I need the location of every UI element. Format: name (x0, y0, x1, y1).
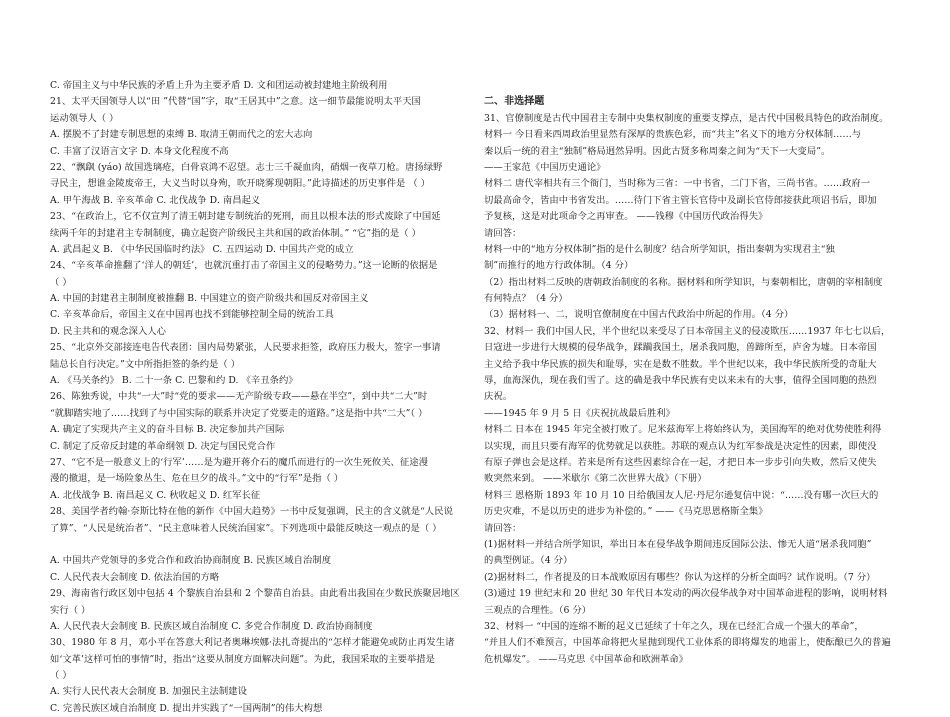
text-line: “就脚踏实地了……找到了与中国实际的联系并决定了党要走的道路。”这是指中共“二大”（ ） (50, 407, 428, 419)
text-line: 24、“辛亥革命推翻了‘洋人的朝廷’，也就沉重打击了帝国主义的侵略势力。”这一论断的依据是 (50, 260, 438, 272)
text-line: A. 中国共产党领导的多党合作和政治协商制度 B. 民族区域自治制度 (50, 555, 332, 567)
text-line: 庆祝。 (484, 391, 513, 403)
text-line: 如‘文革’这样可怕的事情”时，指出“这要从制度方面解决问题”。为此，我国采取的主要举措是 (50, 653, 435, 665)
text-line: 32、材料一 “中国的连绵不断的起义已延续了十年之久，现在已经汇合成一个强大的革命”， (484, 620, 864, 632)
text-line: 31、官僚制度是古代中国君主专制中央集权制度的重要支撑点，是古代中国极具特色的政治制度。 (484, 112, 889, 124)
text-line: “并且人们不难预言，中国革命将把火星抛到现代工业体系的即将爆发的地雷上，使酝酿已久的普遍 (484, 637, 891, 649)
text-line: 29、海南省行政区划中包括 4 个黎族自治县和 2 个黎苗自治县。由此看出我国在少数民族聚居地区 (50, 588, 460, 600)
text-line: 27、“它不是一般意义上的‘行军’……是为避开蒋介石的魔爪而进行的一次生死攸关、征途漫 (50, 456, 428, 468)
text-line: 请回答： (484, 522, 522, 534)
text-line: 30、1980 年 8 月，邓小平在答意大利记者奥琳埃娜·法扎奇提出的“怎样才能避免或防止再发生诸 (50, 637, 455, 649)
text-line: 陆总长自行决定。”文中所指拒签的条约是（ ） (50, 358, 241, 370)
text-line: 有何特点？（4 分） (484, 293, 568, 305)
text-line: A. 摆脱不了封建专制思想的束缚 B. 取清王朝而代之的宏大志向 (50, 129, 313, 141)
section-heading: 二、非选择题 (484, 96, 545, 108)
text-line (484, 78, 908, 94)
text-line: 实行（ ） (50, 604, 91, 616)
text-line: A. 实行人民代表大会制度 B. 加强民主法制建设 (50, 686, 247, 698)
text-line: 以实现，而且只要有海军的优势就足以获胜。苏联的观点认为红军参战是决定性的因素，即使没 (484, 440, 877, 452)
text-line: A. 中国的封建君主制制度被推翻 B. 中国建立的资产阶级共和国反对帝国主义 (50, 293, 369, 305)
text-line (50, 537, 464, 553)
text-line: 32、材料一 我们中国人民，半个世纪以来受尽了日本帝国主义的侵凌欺压……1937 年七七以后， (484, 325, 891, 337)
text-line: C. 丰富了汉语言文字 D. 本身文化程度不高 (50, 145, 229, 157)
text-line: A. 甲午海战 B. 辛亥革命 C. 北伐战争 D. 南昌起义 (50, 194, 261, 206)
left-column-questions (50, 78, 464, 717)
text-line: 材料二 日本在 1945 年完全被打败了。尼米兹海军上将始终认为，美国海军的绝对优势使胜利得 (484, 424, 882, 436)
text-line: 制”而推行的地方行政体制。（4 分） (484, 260, 634, 272)
text-line: 26、陈独秀说，中共“一大”时“党的要求——无产阶级专政——悬在半空”，到中共“二大”时 (50, 391, 428, 403)
text-line: 日寇进一步进行大规模的侵华战争，蹂躏我国土，屠杀我同胞，兽蹄所至，庐舍为墟。日本帝国 (484, 342, 877, 354)
text-line: C. 完善民族区域自治制度 D. 提出并实践了“一国两制”的伟大构想 (50, 702, 323, 714)
text-line: 予复核，这是对此项命令之再审查。 ——钱穆《中国历代政治得失》 (484, 211, 768, 223)
text-line: （ ） (50, 670, 72, 682)
text-line: 22、“飘飖 (yáo) 故国选璃疮，白骨哀鸿不忍望。志士三千凝血肉，硝烟一夜草刀枪。唐扬绿野 (50, 161, 443, 173)
text-line: C. 帝国主义与中华民族的矛盾上升为主要矛盾 D. 文和团运动被封建地主阶级利用 (50, 80, 388, 91)
text-line: （ ） (50, 276, 72, 288)
text-line: 材料三 恩格斯 1893 年 10 月 10 日给俄国友人尼·丹尼尔逊复信中说：“……没有哪一次巨大的 (484, 489, 879, 501)
text-line: 主义给予我中华民族的损失和耻辱，实在是数不胜数。半个世纪以来，我中华民族所受的奇耻大 (484, 358, 877, 370)
text-line: 有原子弹也会是这样。若来是所有这些因素综合在一起，才把日本一步步引向失败，然后又使失 (484, 456, 877, 468)
text-line: 21、太平天国领导人以“田 ”代替“国”字，取“王居其中”之意。这一细节最能说明太平天国 (50, 96, 421, 108)
text-line: 切最高命令，皆由中书省发出。……待门下省主管长官侍中及副长官侍郎接获此项诏书后，即加 (484, 194, 877, 206)
text-line: 材料一 今日看来西周政治里显然有深厚的贵族色彩，而“共主”名义下的地方分权体制……与 (484, 129, 862, 141)
text-line: 材料一中的“地方分权体制”指的是什么制度？结合所学知识，指出秦朝为实现君主“独 (484, 243, 835, 255)
text-line: （3）据材料一、二，说明官僚制度在中国古代政治中所起的作用。（4 分） (484, 309, 794, 321)
text-line: 辱，血海深仇，现在我们雪了。这的确是我中华民族有史以来未有的大事，值得全国同胞的热烈 (484, 375, 877, 387)
text-line: 请回答： (484, 227, 522, 239)
text-line: 28、美国学者约翰·奈斯比特在他的新作《中国大趋势》一书中反复强调，民主的含义就是“人民说 (50, 506, 453, 518)
text-line: ——王家范《中国历史通论》 (484, 161, 606, 173)
text-line: 的典型例证。（4 分） (484, 555, 573, 567)
text-line: 三观点的合理性。（6 分） (484, 604, 592, 616)
text-line: A. 人民代表大会制度 B. 民族区域自治制度 C. 多党合作制度 D. 政治协商制度 (50, 620, 373, 632)
text-line: A. 武昌起义 B. 《中华民国临时约法》 C. 五四运动 D. 中国共产党的成立 (50, 243, 354, 255)
text-line: (2)据材料二，作者提及的日本战败原因有哪些？你认为这样的分析全面吗？试作说明。（7 分） (484, 571, 876, 583)
text-line: 历史灾难，不是以历史的进步为补偿的。” ——《马克思恩格斯全集》 (484, 506, 768, 518)
text-line: C. 人民代表大会制度 D. 依法治国的方略 (50, 571, 220, 583)
right-column-questions (484, 78, 908, 668)
text-line: C. 辛亥革命后，帝国主义在中国再也找不到能够控制全局的统治工具 (50, 309, 334, 321)
text-line: ——1945 年 9 月 5 日《庆祝抗战最后胜利》 (484, 407, 676, 419)
text-line: A. 确定了实现共产主义的奋斗目标 B. 决定参加共产国际 (50, 424, 285, 436)
text-line: 漫的撤退，是一场险象丛生、危在旦夕的战斗。”文中的“行军”是指（ ） (50, 473, 344, 485)
text-line: 危机爆发”。 ——马克思《中国革命和欧洲革命》 (484, 653, 689, 665)
text-line: A. 北伐战争 B. 南昌起义 C. 秋收起义 D. 红军长征 (50, 489, 261, 501)
text-line: 运动领导人（ ） (50, 112, 119, 124)
text-line: C. 制定了反帝反封建的革命纲领 D. 决定与国民党合作 (50, 440, 276, 452)
text-line: （2）指出材料二反映的唐朝政治制度的名称。据材料和所学知识，与秦朝相比，唐朝的宰相制度 (484, 276, 883, 288)
text-line: 了算”、“人民是统治者”、“民主意味着人民统治国家”。下列选项中最能反映这一观点的是（ ） (50, 522, 442, 534)
text-line: 寻民主，想谁金陵废帝王，大义当时以身殉，吹开晓雾现朝阳。”此诗描述的历史事件是 （ ） (50, 178, 431, 190)
text-line: D. 民主共和的观念深入人心 (50, 325, 166, 337)
text-line: 25、“北京外交部接连电告代表团：国内局势紧张，人民要求拒签，政府压力极大，签字一事请 (50, 342, 441, 354)
text-line: A. 《马关条约》 B. 二十一条 C. 巴黎和约 D. 《辛丑条约》 (50, 375, 298, 387)
text-line: 秦以后一统的君主“独制”格局迥然异明。因此古贤多称周秦之间为“天下一大变局”。 (484, 145, 831, 157)
text-line: 23、“在政治上，它不仅宣判了清王朝封建专制统治的死刑，而且以根本法的形式废除了中国延 (50, 211, 441, 223)
text-line: 续两千年的封建君主专制制度，确立起资产阶级民主共和国的政治体制。” “它”指的是（ ） (50, 227, 421, 239)
text-line: (1)据材料一并结合所学知识，举出日本在侵华战争期间违反国际公法、惨无人道“屠杀我同胞” (484, 538, 872, 550)
text-line: (3)通过 19 世纪末和 20 世纪 30 年代日本发动的两次侵华战争对中国革命进程的影响，说明材料 (484, 588, 888, 600)
text-line: 败突然来到。 ——米歇尔《第二次世界大战》（下册） (484, 473, 707, 485)
text-line: 材料二 唐代宰相共有三个衙门，当时称为三省：一中书省，二门下省，三尚书省。……政府一 (484, 178, 871, 190)
